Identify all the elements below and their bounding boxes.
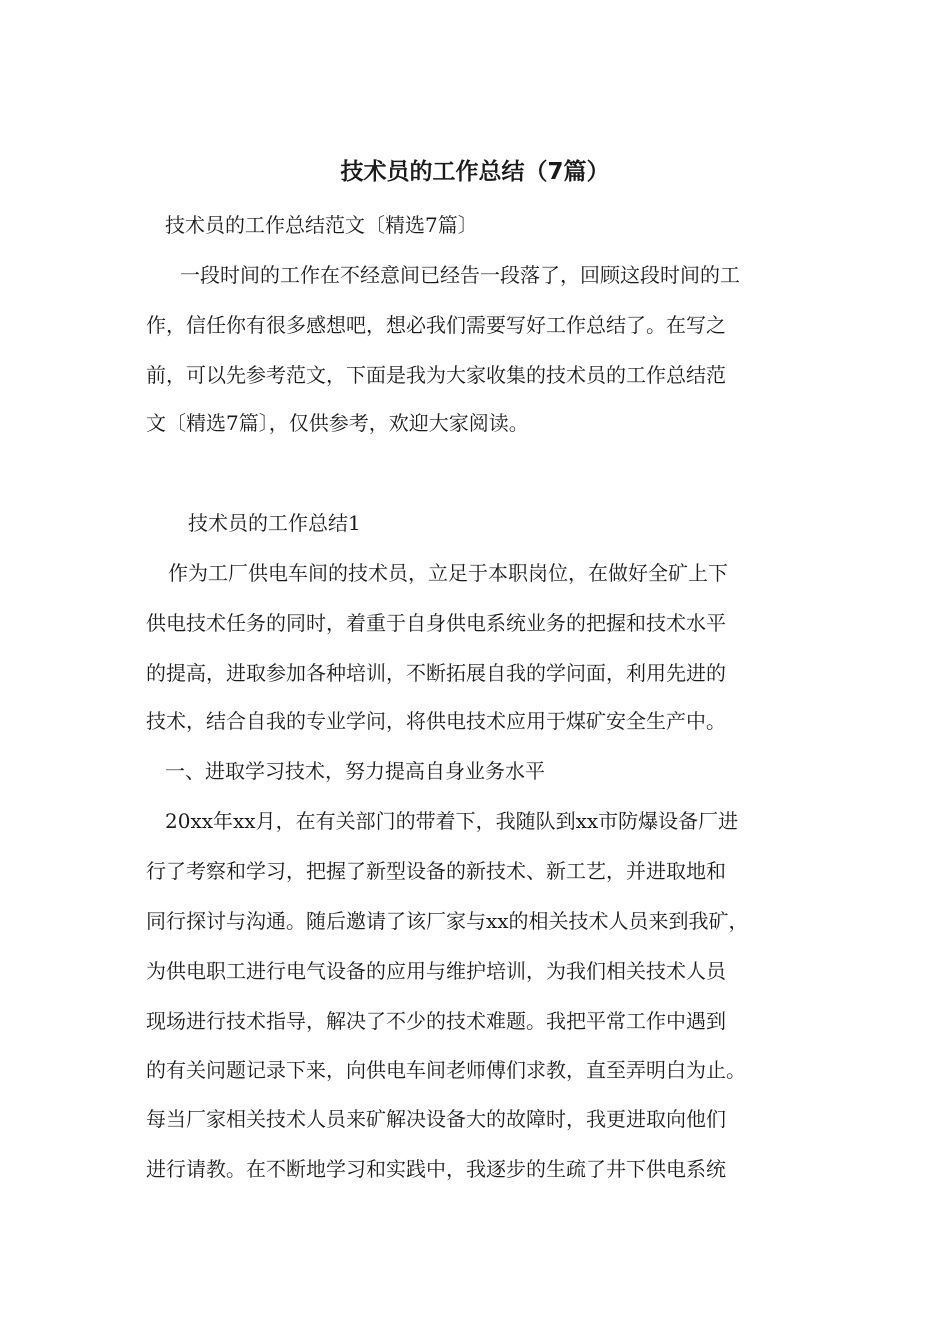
section-heading: 技术员的工作总结1	[188, 511, 361, 535]
para2-line: 的有关问题记录下来，向供电车间老师傅们求教，直至弄明白为止。	[146, 1058, 746, 1082]
para2-line: 行了考察和学习，把握了新型设备的新技术、新工艺，并进取地和	[146, 859, 726, 883]
para1-line: 的提高，进取参加各种培训，不断拓展自我的学问面，利用先进的	[146, 661, 726, 685]
subheading: 一、进取学习技术，努力提高自身业务水平	[165, 759, 545, 783]
para2-line: 同行探讨与沟通。随后邀请了该厂家与xx的相关技术人员来到我矿，	[146, 909, 749, 933]
subtitle: 技术员的工作总结范文〔精选7篇〕	[165, 213, 478, 237]
para1-line: 作为工厂供电车间的技术员，立足于本职岗位，在做好全矿上下	[168, 561, 728, 585]
intro-line: 前，可以先参考范文，下面是我为大家收集的技术员的工作总结范	[146, 363, 726, 387]
para2-line: 20xx年xx月，在有关部门的带着下，我随队到xx市防爆设备厂进	[165, 809, 739, 833]
para2-line: 每当厂家相关技术人员来矿解决设备大的故障时，我更进取向他们	[146, 1107, 726, 1131]
para2-line: 进行请教。在不断地学习和实践中，我逐步的生疏了井下供电系统	[146, 1157, 726, 1181]
para2-line: 现场进行技术指导，解决了不少的技术难题。我把平常工作中遇到	[146, 1009, 726, 1033]
intro-line: 作，信任你有很多感想吧，想必我们需要写好工作总结了。在写之	[146, 313, 726, 337]
para2-line: 为供电职工进行电气设备的应用与维护培训，为我们相关技术人员	[146, 959, 726, 983]
para1-line: 技术，结合自我的专业学问，将供电技术应用于煤矿安全生产中。	[146, 709, 726, 733]
para1-line: 供电技术任务的同时，着重于自身供电系统业务的把握和技术水平	[146, 611, 726, 635]
intro-line: 一段时间的工作在不经意间已经告一段落了，回顾这段时间的工	[180, 263, 740, 287]
intro-line: 文〔精选7篇〕，仅供参考，欢迎大家阅读。	[146, 411, 529, 435]
document-title: 技术员的工作总结（7篇）	[340, 159, 610, 185]
